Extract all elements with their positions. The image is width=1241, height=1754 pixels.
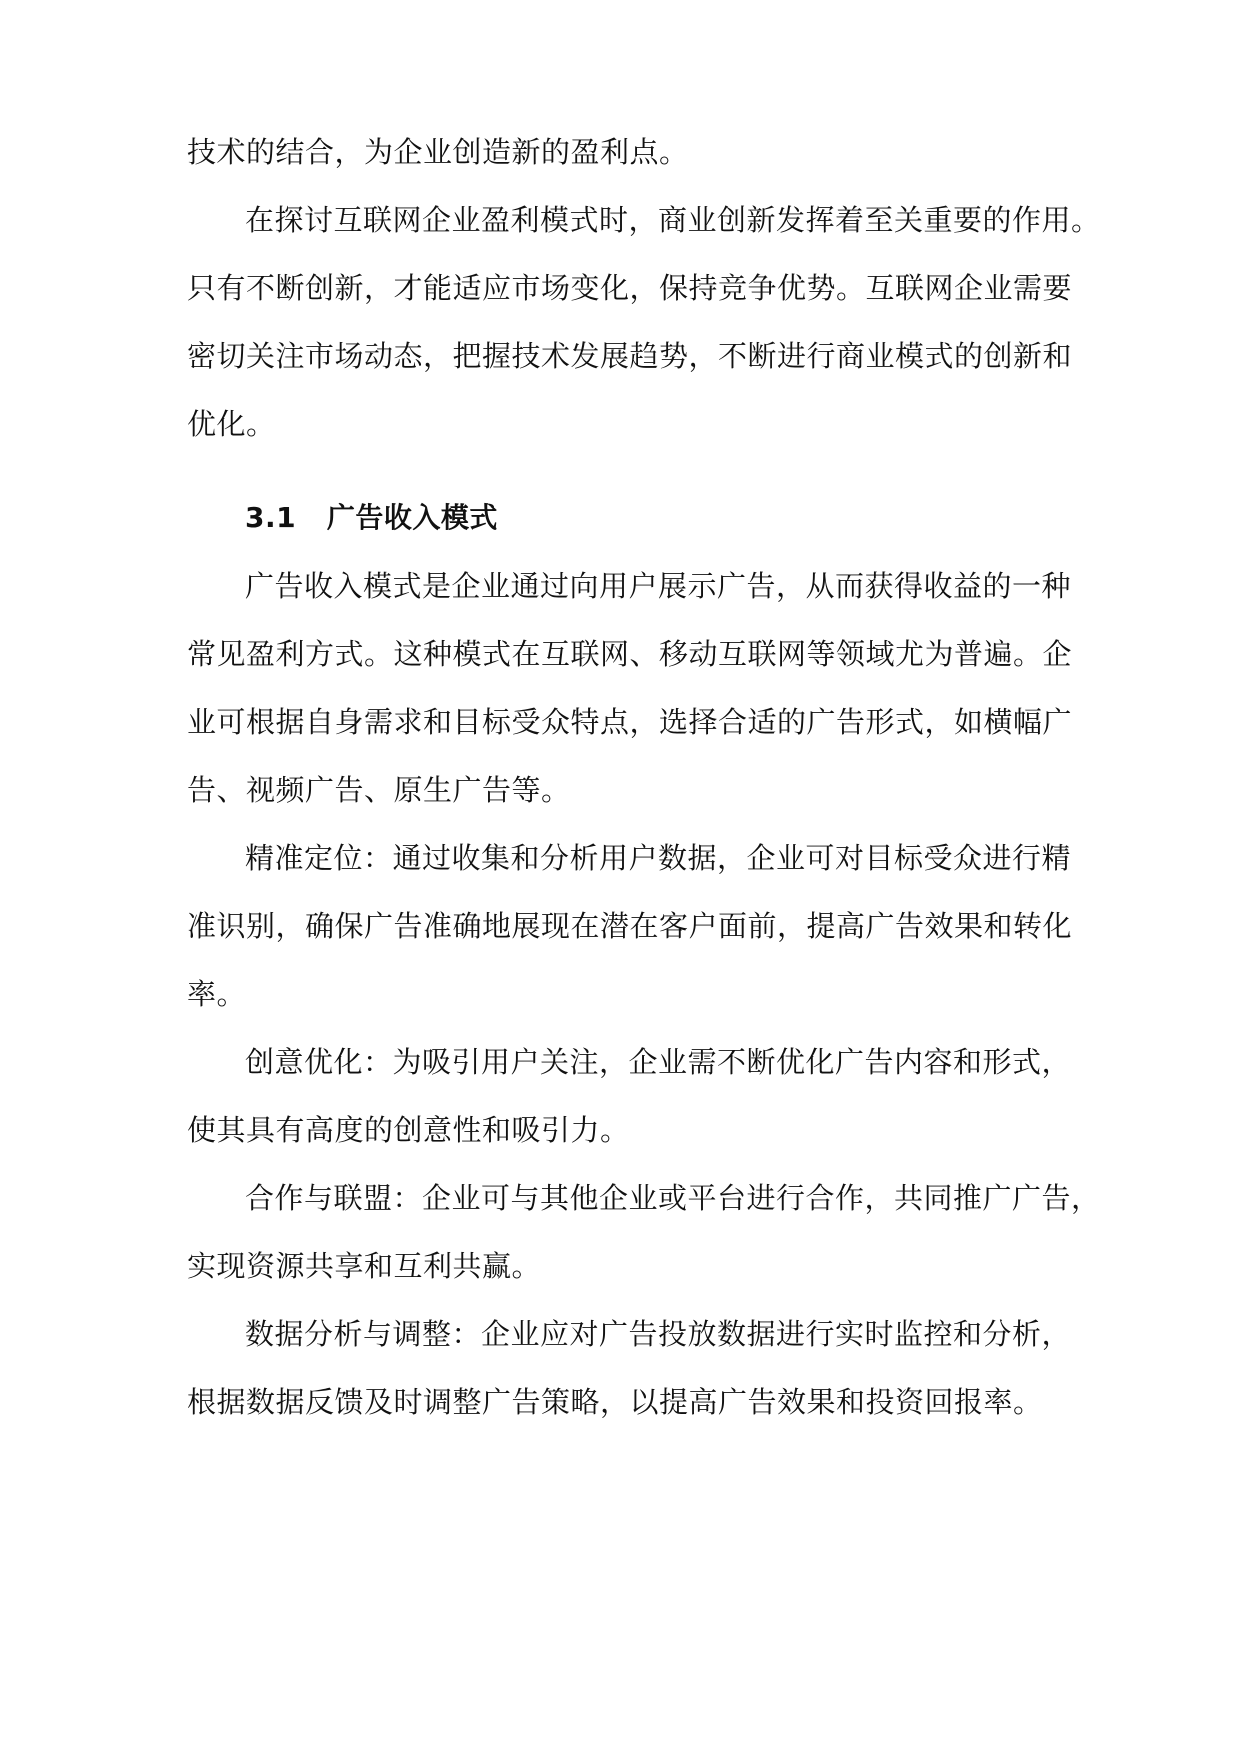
paragraph-line: 使其具有高度的创意性和吸引力。	[187, 1113, 630, 1147]
section-number: 3.1	[245, 501, 297, 534]
paragraph-line: 准识别，确保广告准确地展现在潜在客户面前，提高广告效果和转化	[187, 909, 1073, 943]
paragraph-line: 在探讨互联网企业盈利模式时，商业创新发挥着至关重要的作用。	[245, 203, 1101, 237]
section-title: 广告收入模式	[326, 501, 498, 534]
paragraph-line: 合作与联盟：企业可与其他企业或平台进行合作，共同推广广告，	[245, 1181, 1101, 1215]
paragraph-line: 只有不断创新，才能适应市场变化，保持竞争优势。互联网企业需要	[187, 271, 1073, 305]
paragraph-line: 数据分析与调整：企业应对广告投放数据进行实时监控和分析，	[245, 1317, 1072, 1351]
paragraph-line: 常见盈利方式。这种模式在互联网、移动互联网等领域尤为普遍。企	[187, 637, 1073, 671]
paragraph-line: 精准定位：通过收集和分析用户数据，企业可对目标受众进行精	[245, 841, 1072, 875]
paragraph-line: 技术的结合，为企业创造新的盈利点。	[187, 135, 689, 169]
paragraph-line: 业可根据自身需求和目标受众特点，选择合适的广告形式，如横幅广	[187, 705, 1073, 739]
paragraph-line: 广告收入模式是企业通过向用户展示广告，从而获得收益的一种	[245, 569, 1072, 603]
paragraph-line: 创意优化：为吸引用户关注，企业需不断优化广告内容和形式，	[245, 1045, 1072, 1079]
paragraph-line: 率。	[187, 977, 247, 1011]
paragraph-line: 告、视频广告、原生广告等。	[187, 773, 571, 807]
section-heading	[245, 498, 498, 538]
paragraph-line: 根据数据反馈及时调整广告策略，以提高广告效果和投资回报率。	[187, 1385, 1043, 1419]
paragraph-line: 密切关注市场动态，把握技术发展趋势，不断进行商业模式的创新和	[187, 339, 1073, 373]
paragraph-line: 优化。	[187, 407, 276, 441]
paragraph-line: 实现资源共享和互利共赢。	[187, 1249, 542, 1283]
